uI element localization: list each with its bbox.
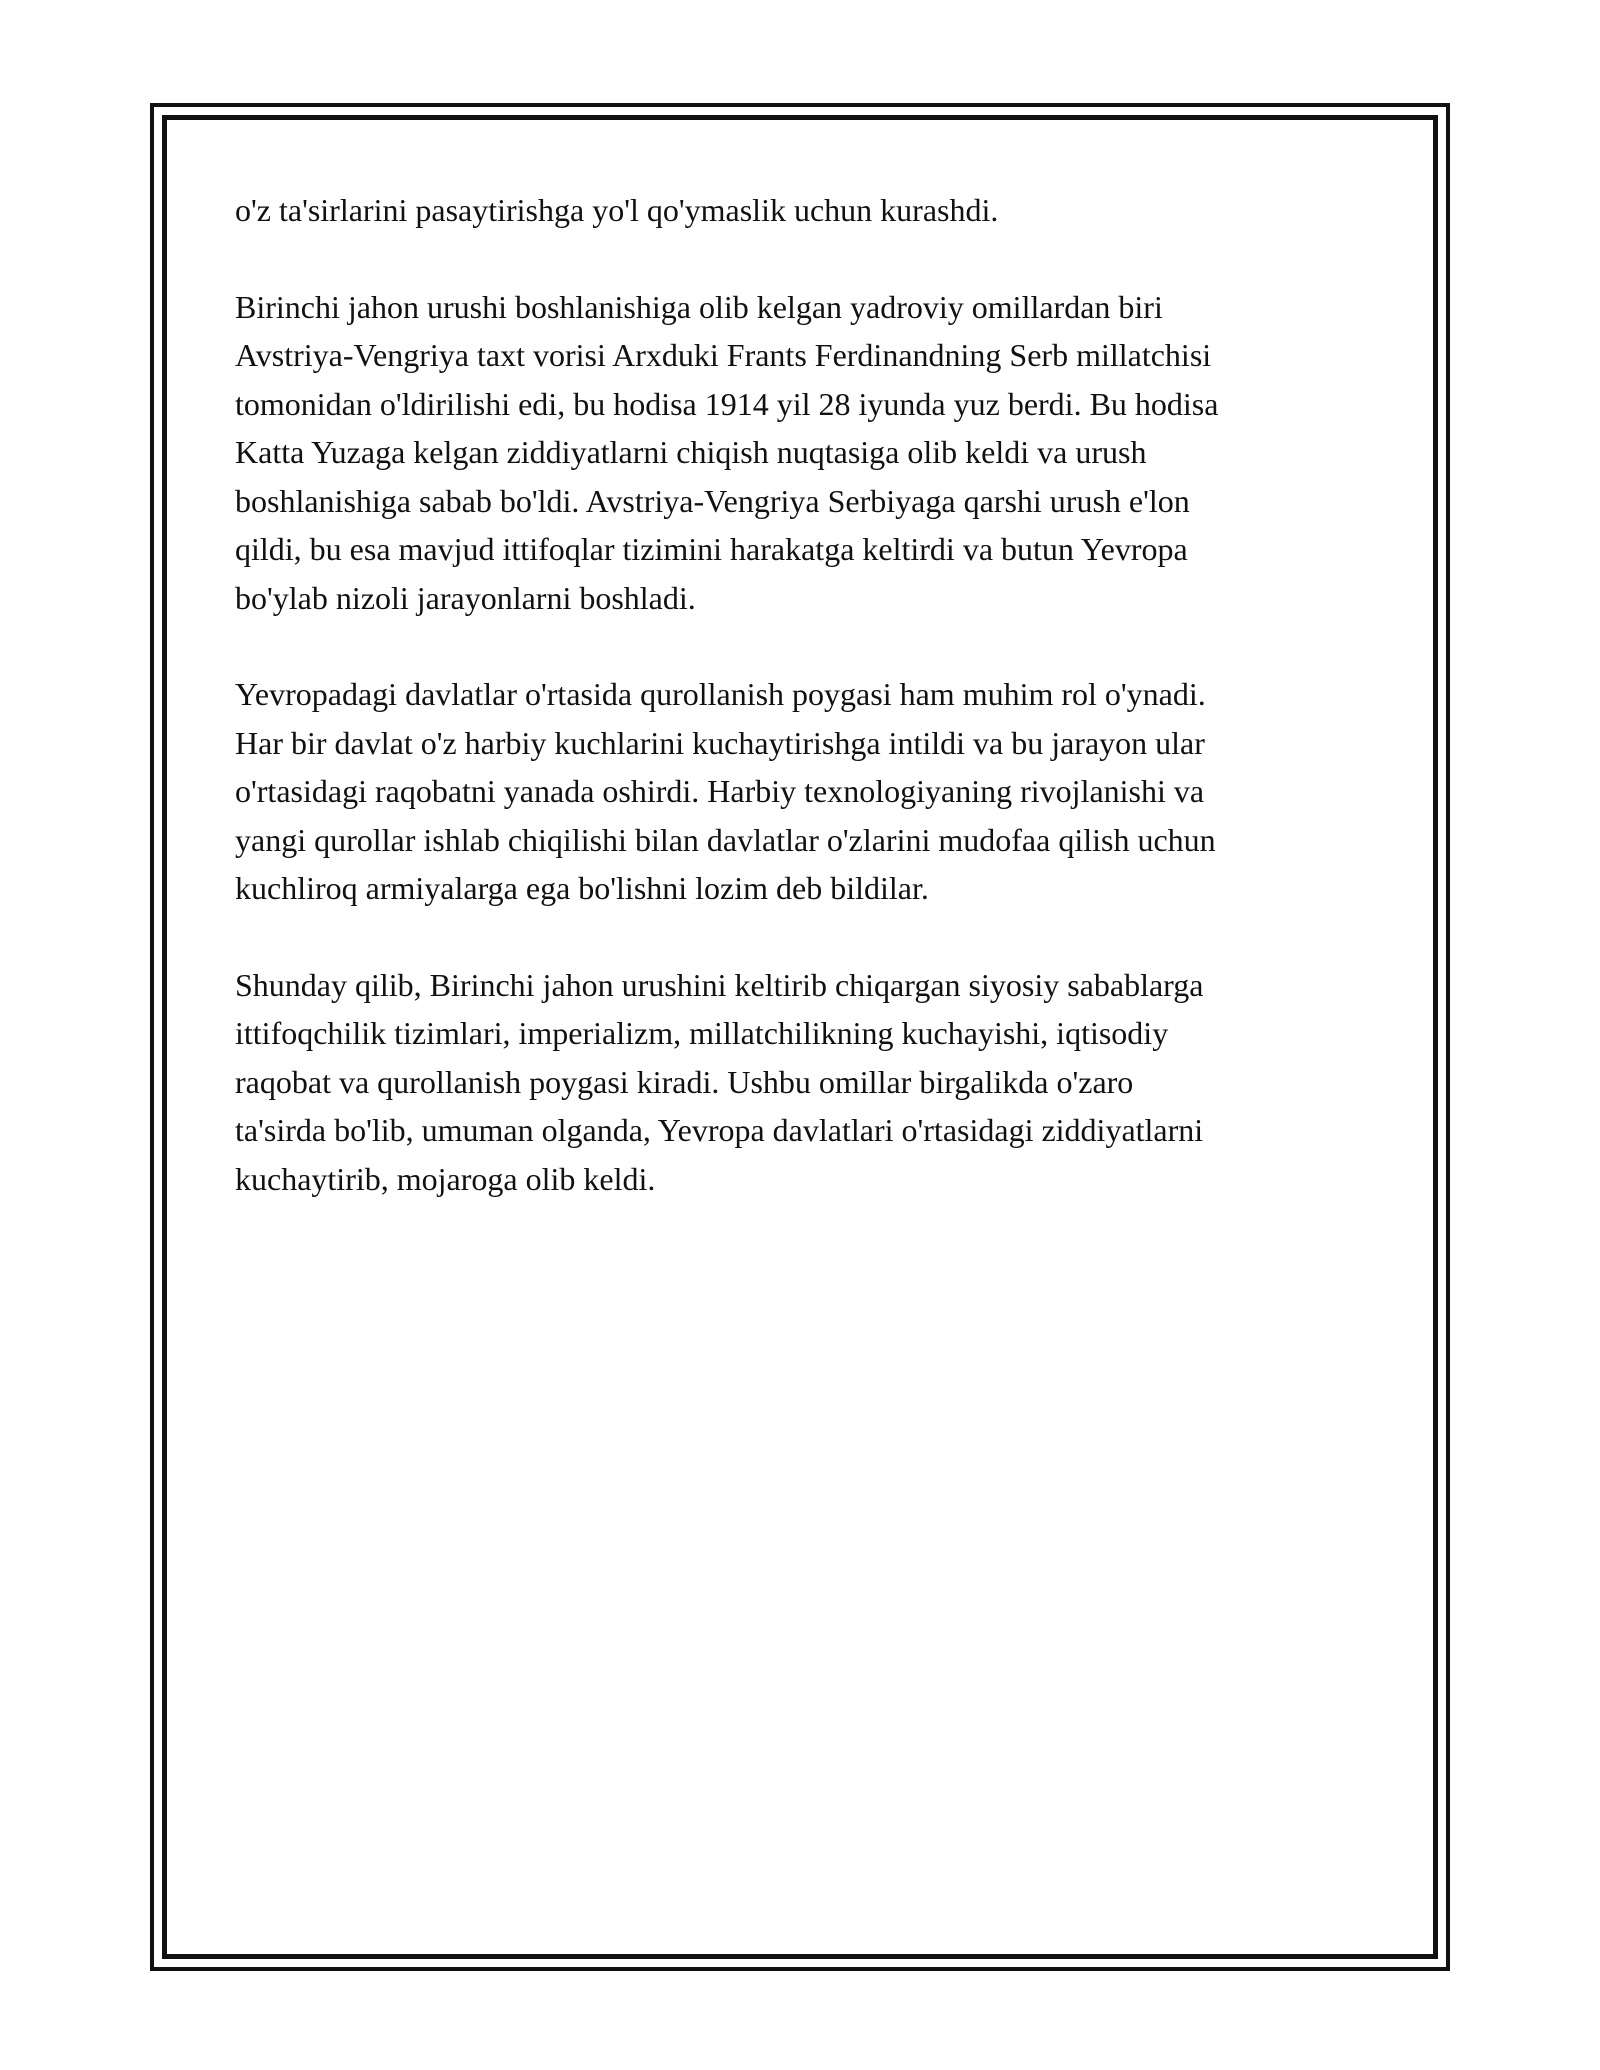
paragraph-2: Birinchi jahon urushi boshlanishiga olib kelgan yadroviy omillardan biri Avstriya-Vengriya taxt vorisi Arxduki Frants Ferdinandning Serb millatchisi tomonidan o'ldirilishi edi, bu hodisa 1914 yil 28 iyunda yuz berdi. Bu hodisa Katta Yuzaga kelgan ziddiyatlarni chiqish nuqtasiga olib keldi va urush boshlanishiga sabab bo'ldi. Avstriya-Vengriya Serbiyaga qarshi urush e'lon qildi, bu esa mavjud ittifoqlar tizimini harakatga keltirdi va butun Yevropa bo'ylab nizoli jarayonlarni boshladi. bbox=[235, 288, 1219, 616]
document-body bbox=[235, 186, 1375, 1251]
paragraph-4: Shunday qilib, Birinchi jahon urushini keltirib chiqargan siyosiy sabablarga ittifoqchilik tizimlari, imperializm, millatchilikning kuchayishi, iqtisodiy raqobat va qurollanish poygasi kiradi. Ushbu omillar birgalikda o'zaro ta'sirda bo'lib, umuman olganda, Yevropa davlatlari o'rtasidagi ziddiyatlarni kuchaytirib, mojaroga olib keldi. bbox=[235, 966, 1204, 1197]
paragraph-3: Yevropadagi davlatlar o'rtasida qurollanish poygasi ham muhim rol o'ynadi. Har bir davlat o'z harbiy kuchlarini kuchaytirishga intildi va bu jarayon ular o'rtasidagi raqobatni yanada oshirdi. Harbiy texnologiyaning rivojlanishi va yangi qurollar ishlab chiqilishi bilan davlatlar o'zlarini mudofaa qilish uchun kuchliroq armiyalarga ega bo'lishni lozim deb bildilar. bbox=[235, 676, 1216, 906]
paragraph-1: o'z ta'sirlarini pasaytirishga yo'l qo'ymaslik uchun kurashdi. bbox=[235, 192, 999, 228]
